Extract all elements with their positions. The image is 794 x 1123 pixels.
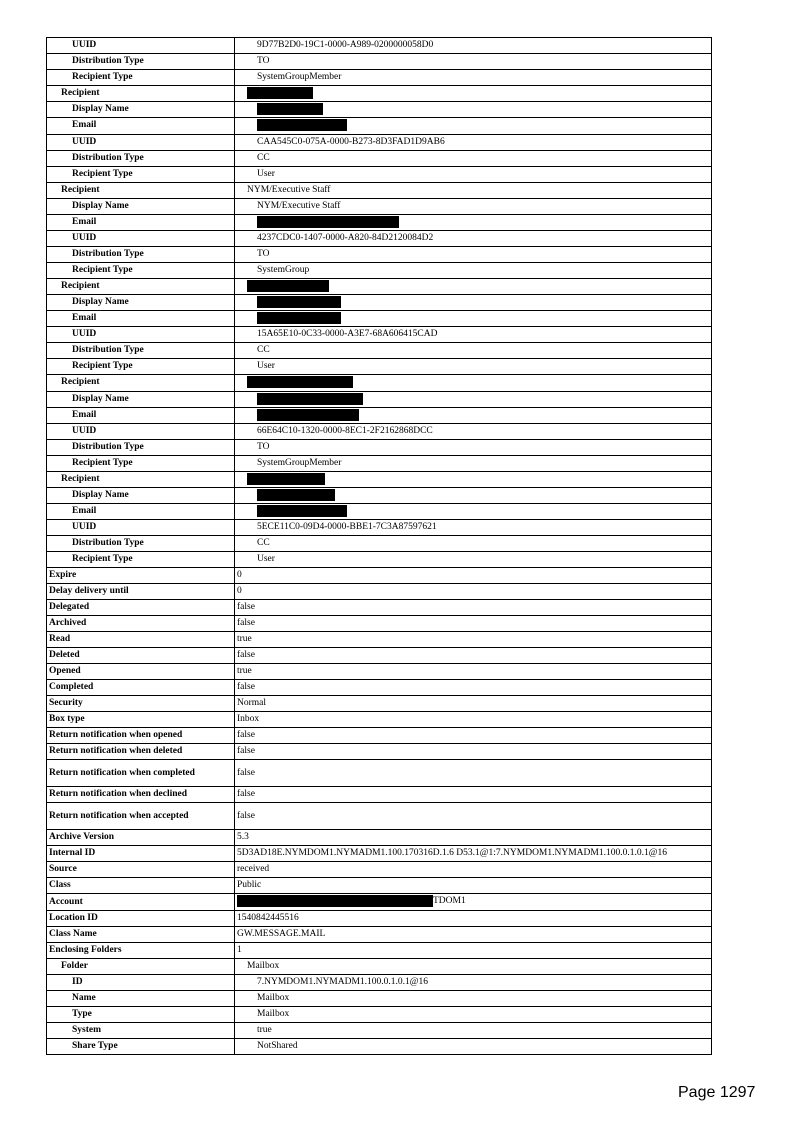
field-value: NotShared	[235, 1038, 712, 1054]
field-label: Internal ID	[47, 846, 235, 862]
field-value	[235, 278, 712, 294]
table-row	[47, 38, 712, 54]
field-value	[235, 102, 712, 118]
field-value: false	[235, 648, 712, 664]
page-number: Page 1297	[678, 1084, 756, 1101]
field-label: Email	[47, 311, 235, 327]
field-value: NYM/Executive Staff	[235, 198, 712, 214]
field-value	[235, 311, 712, 327]
field-label: UUID	[47, 134, 235, 150]
field-value	[235, 504, 712, 520]
field-value	[235, 488, 712, 504]
table-row	[47, 616, 712, 632]
table-row	[47, 455, 712, 471]
table-row	[47, 974, 712, 990]
redaction-block	[237, 895, 433, 907]
redaction-block	[247, 280, 329, 292]
field-label: Read	[47, 632, 235, 648]
table-row	[47, 744, 712, 760]
field-value: 0	[235, 584, 712, 600]
field-label: Archive Version	[47, 830, 235, 846]
field-label: Recipient	[47, 471, 235, 487]
table-row	[47, 1038, 712, 1054]
table-row	[47, 359, 712, 375]
field-label: Return notification when declined	[47, 787, 235, 803]
field-label: Expire	[47, 568, 235, 584]
table-row	[47, 696, 712, 712]
field-value	[235, 471, 712, 487]
field-value: true	[235, 664, 712, 680]
field-value: false	[235, 616, 712, 632]
field-label: Distribution Type	[47, 54, 235, 70]
field-label: Name	[47, 990, 235, 1006]
field-label: Email	[47, 407, 235, 423]
field-value: 5.3	[235, 830, 712, 846]
redaction-block	[257, 409, 359, 421]
table-row	[47, 958, 712, 974]
redaction-block	[247, 473, 325, 485]
field-label: Email	[47, 504, 235, 520]
field-value: false	[235, 787, 712, 803]
field-value: received	[235, 862, 712, 878]
table-row	[47, 926, 712, 942]
field-label: Recipient Type	[47, 262, 235, 278]
field-label: UUID	[47, 327, 235, 343]
table-row	[47, 862, 712, 878]
field-value: 5ECE11C0-09D4-0000-BBE1-7C3A87597621	[235, 520, 712, 536]
table-row	[47, 878, 712, 894]
redaction-block	[257, 103, 323, 115]
field-value: false	[235, 728, 712, 744]
field-value: SystemGroup	[235, 262, 712, 278]
field-value: Inbox	[235, 712, 712, 728]
table-row	[47, 648, 712, 664]
table-row	[47, 712, 712, 728]
field-value: CC	[235, 536, 712, 552]
table-row	[47, 311, 712, 327]
redaction-block	[247, 376, 353, 388]
table-row	[47, 1022, 712, 1038]
table-row	[47, 1006, 712, 1022]
field-label: Archived	[47, 616, 235, 632]
field-label: Deleted	[47, 648, 235, 664]
field-value: true	[235, 1022, 712, 1038]
field-label: Recipient	[47, 182, 235, 198]
field-value: TO	[235, 246, 712, 262]
field-value: 5D3AD18E.NYMDOM1.NYMADM1.100.170316D.1.6 D53.1@1:7.NYMDOM1.NYMADM1.100.0.1.0.1@16	[235, 846, 712, 862]
table-row	[47, 728, 712, 744]
field-value: Mailbox	[235, 1006, 712, 1022]
redaction-block	[257, 312, 341, 324]
field-label: Recipient	[47, 278, 235, 294]
field-label: Recipient Type	[47, 166, 235, 182]
field-value: 1	[235, 942, 712, 958]
field-label: UUID	[47, 230, 235, 246]
table-row	[47, 423, 712, 439]
table-row	[47, 407, 712, 423]
field-value: 9D77B2D0-19C1-0000-A989-0200000058D0	[235, 38, 712, 54]
field-value	[235, 375, 712, 391]
field-label: Email	[47, 118, 235, 134]
table-row	[47, 830, 712, 846]
field-value: 7.NYMDOM1.NYMADM1.100.0.1.0.1@16	[235, 974, 712, 990]
field-label: Box type	[47, 712, 235, 728]
account-suffix: TDOM1	[433, 896, 466, 907]
redaction-block	[257, 505, 347, 517]
table-row	[47, 552, 712, 568]
table-row	[47, 198, 712, 214]
field-value: false	[235, 680, 712, 696]
field-label: Recipient	[47, 86, 235, 102]
field-label: Distribution Type	[47, 439, 235, 455]
field-value	[235, 894, 712, 910]
field-value: NYM/Executive Staff	[235, 182, 712, 198]
field-label: Display Name	[47, 294, 235, 310]
field-label: Recipient Type	[47, 70, 235, 86]
field-label: Share Type	[47, 1038, 235, 1054]
table-row	[47, 86, 712, 102]
table-row	[47, 54, 712, 70]
table-row	[47, 439, 712, 455]
field-label: Enclosing Folders	[47, 942, 235, 958]
field-label: Opened	[47, 664, 235, 680]
field-label: Folder	[47, 958, 235, 974]
field-value: false	[235, 760, 712, 787]
field-value: Public	[235, 878, 712, 894]
field-label: Security	[47, 696, 235, 712]
field-value	[235, 214, 712, 230]
field-label: Location ID	[47, 910, 235, 926]
table-row	[47, 664, 712, 680]
field-label: Display Name	[47, 488, 235, 504]
field-label: Recipient Type	[47, 455, 235, 471]
field-value	[235, 294, 712, 310]
table-row	[47, 182, 712, 198]
table-row	[47, 391, 712, 407]
field-value: CC	[235, 343, 712, 359]
field-label: Source	[47, 862, 235, 878]
field-value: TO	[235, 54, 712, 70]
field-value: 4237CDC0-1407-0000-A820-84D2120084D2	[235, 230, 712, 246]
field-value: SystemGroupMember	[235, 455, 712, 471]
table-row	[47, 488, 712, 504]
field-label: Recipient Type	[47, 552, 235, 568]
field-value: 0	[235, 568, 712, 584]
field-value: Normal	[235, 696, 712, 712]
table-row	[47, 990, 712, 1006]
field-value: User	[235, 166, 712, 182]
table-row	[47, 214, 712, 230]
table-row	[47, 150, 712, 166]
field-label: Distribution Type	[47, 536, 235, 552]
table-row	[47, 343, 712, 359]
field-label: Recipient	[47, 375, 235, 391]
field-label: ID	[47, 974, 235, 990]
table-row	[47, 680, 712, 696]
field-label: Return notification when accepted	[47, 803, 235, 830]
field-label: Return notification when opened	[47, 728, 235, 744]
field-label: Class	[47, 878, 235, 894]
redaction-block	[257, 216, 399, 228]
field-value: CC	[235, 150, 712, 166]
redaction-block	[257, 296, 341, 308]
field-value: SystemGroupMember	[235, 70, 712, 86]
field-value: GW.MESSAGE.MAIL	[235, 926, 712, 942]
field-value: Mailbox	[235, 990, 712, 1006]
table-row	[47, 846, 712, 862]
redaction-block	[257, 393, 363, 405]
field-value: 66E64C10-1320-0000-8EC1-2F2162868DCC	[235, 423, 712, 439]
field-value	[235, 118, 712, 134]
field-label: Return notification when completed	[47, 760, 235, 787]
table-row	[47, 375, 712, 391]
table-row	[47, 278, 712, 294]
field-value: Mailbox	[235, 958, 712, 974]
field-value: false	[235, 803, 712, 830]
table-row	[47, 632, 712, 648]
table-row	[47, 520, 712, 536]
field-label: System	[47, 1022, 235, 1038]
field-label: Type	[47, 1006, 235, 1022]
field-value: User	[235, 552, 712, 568]
field-label: Delegated	[47, 600, 235, 616]
table-row	[47, 894, 712, 910]
field-value: CAA545C0-075A-0000-B273-8D3FAD1D9AB6	[235, 134, 712, 150]
field-label: UUID	[47, 38, 235, 54]
field-label: Email	[47, 214, 235, 230]
table-row	[47, 327, 712, 343]
table-row	[47, 246, 712, 262]
table-row	[47, 471, 712, 487]
table-row	[47, 787, 712, 803]
field-label: UUID	[47, 520, 235, 536]
table-row	[47, 102, 712, 118]
table-row	[47, 536, 712, 552]
table-row	[47, 294, 712, 310]
redaction-block	[257, 119, 347, 131]
table-row	[47, 803, 712, 830]
field-value	[235, 391, 712, 407]
redaction-block	[247, 87, 313, 99]
field-value: 15A65E10-0C33-0000-A3E7-68A606415CAD	[235, 327, 712, 343]
redaction-block	[257, 489, 335, 501]
table-row	[47, 942, 712, 958]
field-label: UUID	[47, 423, 235, 439]
table-row	[47, 760, 712, 787]
table-row	[47, 230, 712, 246]
table-row	[47, 600, 712, 616]
field-value	[235, 407, 712, 423]
field-label: Display Name	[47, 198, 235, 214]
table-row	[47, 262, 712, 278]
field-value: false	[235, 744, 712, 760]
field-label: Distribution Type	[47, 150, 235, 166]
field-label: Display Name	[47, 391, 235, 407]
field-label: Distribution Type	[47, 246, 235, 262]
table-row	[47, 504, 712, 520]
table-row	[47, 118, 712, 134]
table-row	[47, 166, 712, 182]
table-row	[47, 134, 712, 150]
table-row	[47, 584, 712, 600]
field-label: Recipient Type	[47, 359, 235, 375]
field-label: Completed	[47, 680, 235, 696]
field-value: true	[235, 632, 712, 648]
field-value: User	[235, 359, 712, 375]
field-label: Display Name	[47, 102, 235, 118]
field-value: TO	[235, 439, 712, 455]
field-label: Return notification when deleted	[47, 744, 235, 760]
field-label: Delay delivery until	[47, 584, 235, 600]
field-value	[235, 86, 712, 102]
field-label: Distribution Type	[47, 343, 235, 359]
table-row	[47, 568, 712, 584]
field-value: 1540842445516	[235, 910, 712, 926]
table-row	[47, 70, 712, 86]
email-metadata-table	[46, 37, 712, 1055]
field-label: Class Name	[47, 926, 235, 942]
field-label: Account	[47, 894, 235, 910]
table-row	[47, 910, 712, 926]
field-value: false	[235, 600, 712, 616]
